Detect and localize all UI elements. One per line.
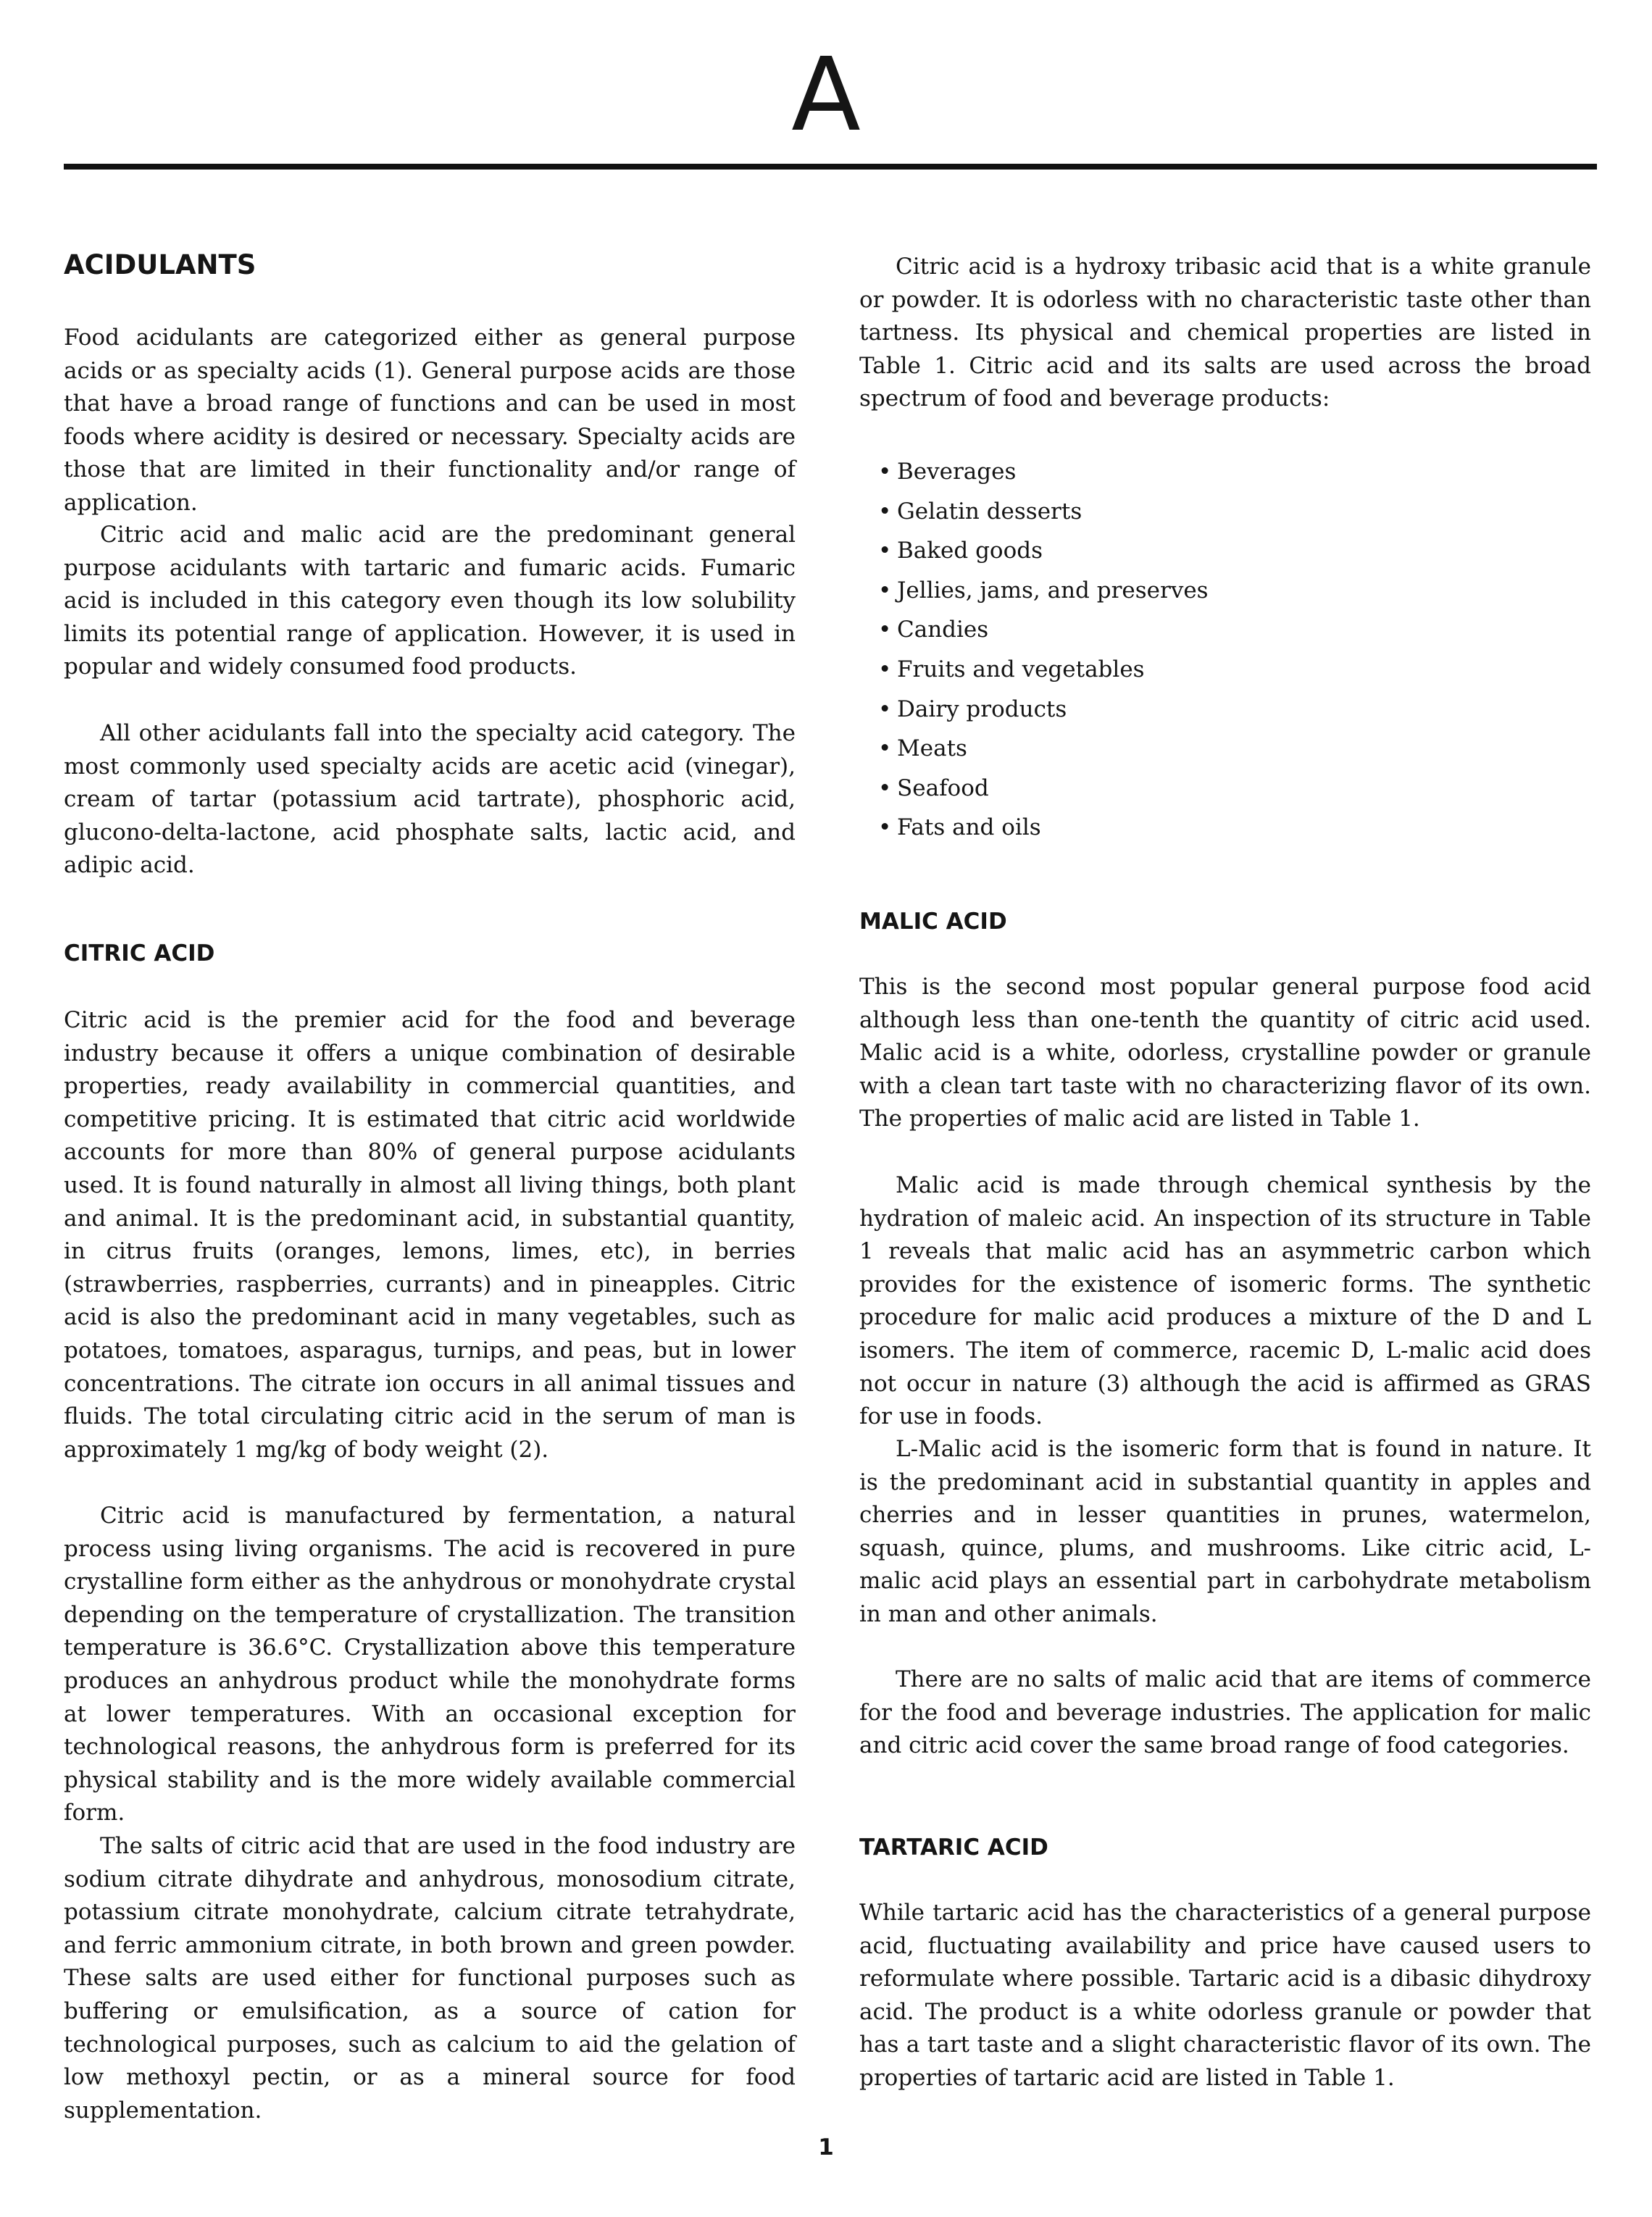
bullet-icon: • — [878, 538, 892, 564]
bullet-icon: • — [878, 775, 892, 801]
page-number: 1 — [818, 2134, 834, 2160]
paragraph-citric-properties: Citric acid is a hydroxy tribasic acid that is a white granule or powder. It is odorless with no characteristic taste other than tartness. Its physical and chemical properties are listed in Table 1. Citric acid and its salts are used across the broad spectrum of food and beverage products: — [859, 254, 1591, 412]
list-item: • Fats and oils — [859, 808, 1591, 848]
paragraph-citric-salts: The salts of citric acid that are used in the food industry are sodium citrate dihydrate and anhydrous, monosodium citrate, potassium citrate monohydrate, calcium citrate tetrahydrate, and ferric ammonium citrate, in both brown and green powder. These salts are used either for functional purposes such as buffering or emulsification, as a source of cation for technological purposes, such as calcium to aid the gelation of low methoxyl pectin, or as a mineral source for food supplementation. — [64, 1833, 796, 2124]
list-item: • Dairy products — [859, 690, 1591, 730]
bullet-icon: • — [878, 696, 892, 722]
heading-tartaric-acid: TARTARIC ACID — [859, 1834, 1048, 1861]
heading-acidulants: ACIDULANTS — [64, 249, 256, 280]
list-item: • Gelatin desserts — [859, 492, 1591, 532]
section-letter: A — [791, 36, 861, 154]
heading-malic-acid: MALIC ACID — [859, 909, 1007, 935]
heading-citric-acid: CITRIC ACID — [64, 940, 215, 966]
paragraph-malic-overview: This is the second most popular general purpose food acid although less than one-tenth the quantity of citric acid used. Malic acid is a white, odorless, crystalline powder or granule with a clean tart taste with no characterizing flavor of its own. The properties of malic acid are listed in Table 1. — [859, 974, 1591, 1132]
list-item: • Baked goods — [859, 531, 1591, 571]
bullet-icon: • — [878, 735, 892, 762]
paragraph-citric-overview: Citric acid is the premier acid for the food and beverage industry because it offers a unique combination of desirable properties, ready availability in commercial quantities, and competitive pricing. It is estimated that citric acid worldwide accounts for more than 80% of general purpose acidulants used. It is found naturally in almost all living things, both plant and animal. It is the predominant acid, in substantial quantity, in citrus fruits (oranges, lemons, limes, etc), in berries (strawberries, raspberries, currants) and in pineapples. Citric acid is also the predominant acid in many vegetables, such as potatoes, tomatoes, asparagus, turnips, and peas, but in lower concentrations. The citrate ion occurs in all animal tissues and fluids. The total circulating citric acid in the serum of man is approximately 1 mg/kg of body weight (2). — [64, 1007, 796, 1463]
food-uses-list — [859, 452, 1591, 848]
paragraph-tartaric-overview: While tartaric acid has the characteristics of a general purpose acid, fluctuating availability and price have caused users to reformulate where possible. Tartaric acid is a dibasic dihydroxy acid. The product is a white odorless granule or powder that has a tart taste and a slight characteristic flavor of its own. The properties of tartaric acid are listed in Table 1. — [859, 1900, 1591, 2091]
list-item: • Candies — [859, 610, 1591, 650]
paragraph-specialty: All other acidulants fall into the specialty acid category. The most commonly used specialty acids are acetic acid (vinegar), cream of tartar (potassium acid tartrate), phosphoric acid, glucono-delta-lactone, acid phosphate salts, lactic acid, and adipic acid. — [64, 720, 796, 879]
paragraph-malic-salts: There are no salts of malic acid that are items of commerce for the food and beverage industries. The application for malic and citric acid cover the same broad range of food categories. — [859, 1666, 1591, 1759]
list-item: • Beverages — [859, 452, 1591, 492]
list-item: • Fruits and vegetables — [859, 650, 1591, 690]
header-rule — [64, 164, 1597, 170]
paragraph-l-malic: L-Malic acid is the isomeric form that is found in nature. It is the predominant acid in substantial quantity in apples and cherries and in lesser quantities in prunes, watermelon, squash, quince, plums, and mushrooms. Like citric acid, L-malic acid plays an essential part in carbohydrate metabolism in man and other animals. — [859, 1436, 1591, 1627]
bullet-icon: • — [878, 577, 892, 604]
list-item: • Meats — [859, 729, 1591, 769]
bullet-icon: • — [878, 617, 892, 643]
paragraph-citric-manufacture: Citric acid is manufactured by fermentation, a natural process using living organisms. The acid is recovered in pure crystalline form either as the anhydrous or monohydrate crystal depending on the temperature of crystallization. The transition temperature is 36.6°C. Crystallization above this temperature produces an anhydrous product while the monohydrate forms at lower temperatures. With an occasional exception for technological reasons, the anhydrous form is preferred for its physical stability and is the more widely available commercial form. — [64, 1503, 796, 1826]
bullet-icon: • — [878, 498, 892, 525]
bullet-icon: • — [878, 459, 892, 485]
bullet-icon: • — [878, 814, 892, 841]
bullet-icon: • — [878, 656, 892, 682]
paragraph-malic-synthesis: Malic acid is made through chemical synthesis by the hydration of maleic acid. An inspection of its structure in Table 1 reveals that malic acid has an asymmetric carbon which provides for the existence of isomeric forms. The synthetic procedure for malic acid produces a mixture of the D and L isomers. The item of commerce, racemic D, L-malic acid does not occur in nature (3) although the acid is affirmed as GRAS for use in foods. — [859, 1172, 1591, 1430]
list-item: • Jellies, jams, and preserves — [859, 571, 1591, 611]
paragraph-general-purpose: Citric acid and malic acid are the predominant general purpose acidulants with tartaric and fumaric acids. Fumaric acid is included in this category even though its low solubility limits its potential range of application. However, it is used in popular and widely consumed food products. — [64, 522, 796, 680]
paragraph-acidulants-intro: Food acidulants are categorized either as general purpose acids or as specialty acids (1). General purpose acids are those that have a broad range of functions and can be used in most foods where acidity is desired or necessary. Specialty acids are those that are limited in their functionality and/or range of application. — [64, 325, 796, 516]
list-item: • Seafood — [859, 769, 1591, 809]
